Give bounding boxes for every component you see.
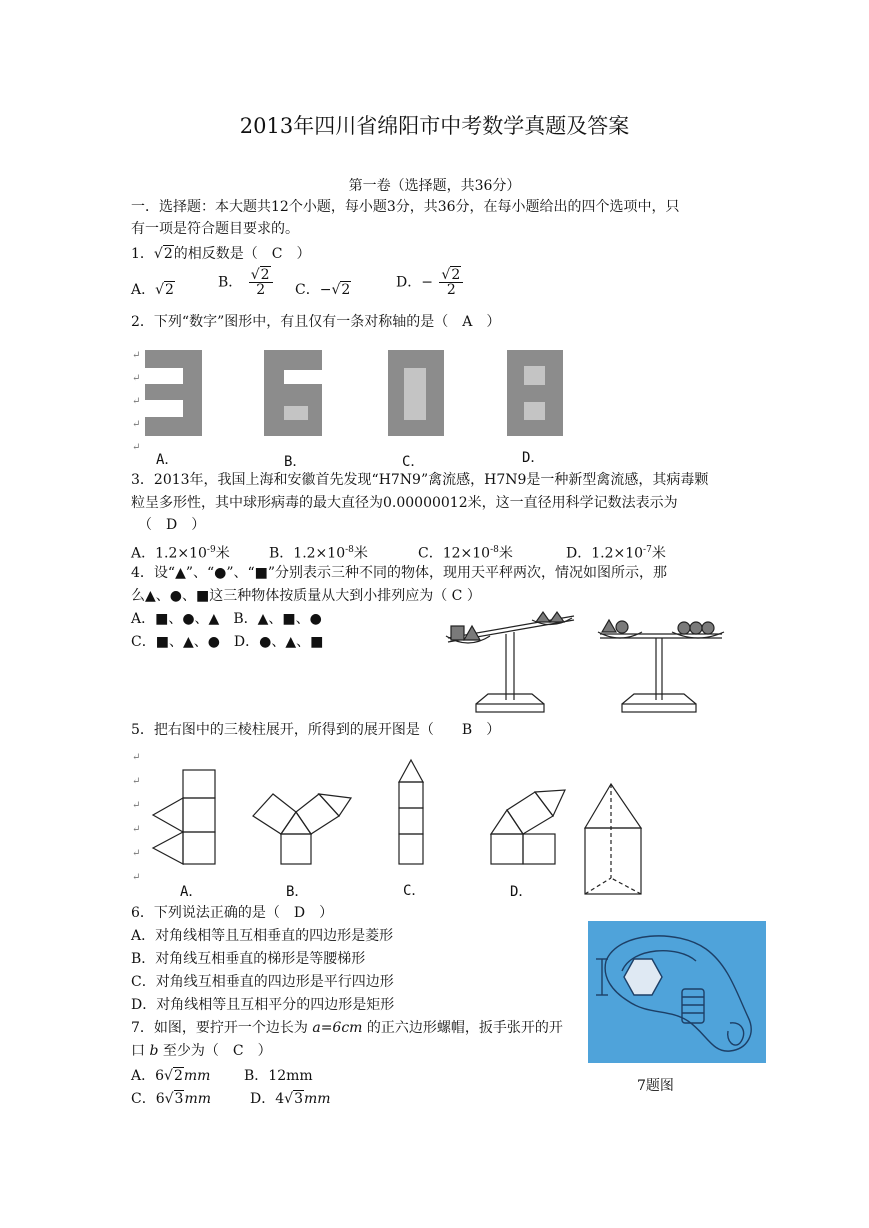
q3-line-1: 3．2013年，我国上海和安徽首先发现“H7N9”禽流感，H7N9是一种新型禽流感，其病毒颗 (131, 472, 709, 488)
q2-label-b: B． (284, 454, 307, 470)
q3-option-a: A．$1.2\times 10^{-9}$米 (131, 545, 230, 562)
return-mark: ↵ (132, 396, 141, 407)
return-mark: ↵ (132, 848, 141, 859)
q7-option-c: C．6√3mm (131, 1091, 212, 1107)
q7-option-a: A．6√2mm (131, 1068, 211, 1084)
q2-stem: 2．下列“数字”图形中，有且仅有一条对称轴的是（ A ） (131, 314, 501, 330)
return-mark: ↵ (132, 776, 141, 787)
q7-option-d: D．4√3mm (250, 1091, 331, 1107)
q3-option-b: B．$1.2\times 10^{-8}$米 (269, 545, 368, 562)
q4-options-row-1: A．■、●、▲ B．▲、■、● (131, 611, 322, 627)
q5-label-c: C． (403, 883, 426, 899)
q3-line-3: （ D ） (138, 517, 206, 533)
q1-option-b: B． $\frac{√2}{2}$ (218, 268, 275, 297)
return-mark: ↵ (132, 373, 141, 384)
q3-option-d: D．$1.2\times 10^{-7}$米 (566, 545, 666, 562)
q6-option-c: C．对角线互相垂直的四边形是平行四边形 (131, 974, 394, 990)
digit-3-figure (145, 350, 202, 436)
q2-label-c: C． (402, 454, 425, 470)
q2-digit-figures (140, 344, 570, 444)
q7-line-2: 口 b 至少为（ C ） (131, 1043, 272, 1059)
return-mark: ↵ (132, 350, 141, 361)
balance-2 (598, 620, 724, 712)
q6-option-d: D．对角线相等且互相平分的四边形是矩形 (131, 997, 395, 1013)
q1-option-a: A．√2 (131, 282, 174, 298)
q2-label-d: D． (522, 450, 545, 466)
q4-options-row-2: C．■、▲、● D．●、▲、■ (131, 634, 324, 650)
q5-label-b: B． (286, 884, 309, 900)
q2-label-a: A． (156, 452, 179, 468)
q1-stem: 1．√2的相反数是（ C ） (131, 246, 311, 262)
section-heading: 第一卷（选择题，共36分） (348, 178, 521, 194)
q3-line-2: 粒呈多形性，其中球形病毒的最大直径为0.00000012米，这一直径用科学记数法表示为 (131, 495, 678, 511)
q6-stem: 6．下列说法正确的是（ D ） (131, 905, 334, 921)
net-d (491, 790, 565, 864)
q7-line-1: 7．如图，要拧开一个边长为 a=6cm 的正六边形螺帽，扳手张开的开 (131, 1020, 563, 1036)
net-b (253, 794, 351, 864)
q4-line-1: 4．设“▲”、“●”、“■”分别表示三种不同的物体，现用天平秤两次，情况如图所示，那 (131, 565, 668, 581)
q5-label-d: D． (510, 884, 533, 900)
net-a (153, 770, 215, 864)
return-mark: ↵ (132, 419, 141, 430)
digit-8-figure (507, 350, 563, 436)
digit-0-figure (388, 350, 444, 436)
q7-caption: 7题图 (637, 1078, 674, 1094)
intro-line-1: 一．选择题：本大题共12个小题，每小题3分，共36分，在每小题给出的四个选项中，只 (131, 199, 680, 215)
page-title: 2013年四川省绵阳市中考数学真题及答案 (239, 114, 630, 138)
return-mark: ↵ (132, 824, 141, 835)
return-mark: ↵ (132, 872, 141, 883)
q1-option-d: D．− $\frac{√2}{2}$ (396, 268, 465, 297)
q4-balance-figures (436, 608, 736, 726)
return-mark: ↵ (132, 442, 141, 453)
balance-1 (446, 612, 574, 712)
q5-net-figures (145, 748, 655, 900)
digit-6-figure (264, 350, 322, 436)
return-mark: ↵ (132, 800, 141, 811)
q1-option-c: C．−√2 (295, 282, 351, 298)
q4-line-2: 么▲、●、■这三种物体按质量从大到小排列应为（ C ） (131, 588, 481, 604)
return-mark: ↵ (132, 752, 141, 763)
net-c (399, 760, 423, 864)
q5-label-a: A． (180, 884, 203, 900)
q6-option-a: A．对角线相等且互相垂直的四边形是菱形 (131, 928, 394, 944)
q6-option-b: B．对角线互相垂直的梯形是等腰梯形 (131, 951, 366, 967)
q5-stem: 5．把右图中的三棱柱展开，所得到的展开图是（ B ） (131, 722, 501, 738)
triangular-prism (585, 784, 641, 894)
intro-line-2: 有一项是符合题目要求的。 (131, 221, 299, 237)
q7-wrench-figure (588, 921, 766, 1063)
q7-option-b: B．12mm (244, 1068, 313, 1084)
q3-option-c: C．$12\times 10^{-8}$米 (418, 545, 513, 562)
